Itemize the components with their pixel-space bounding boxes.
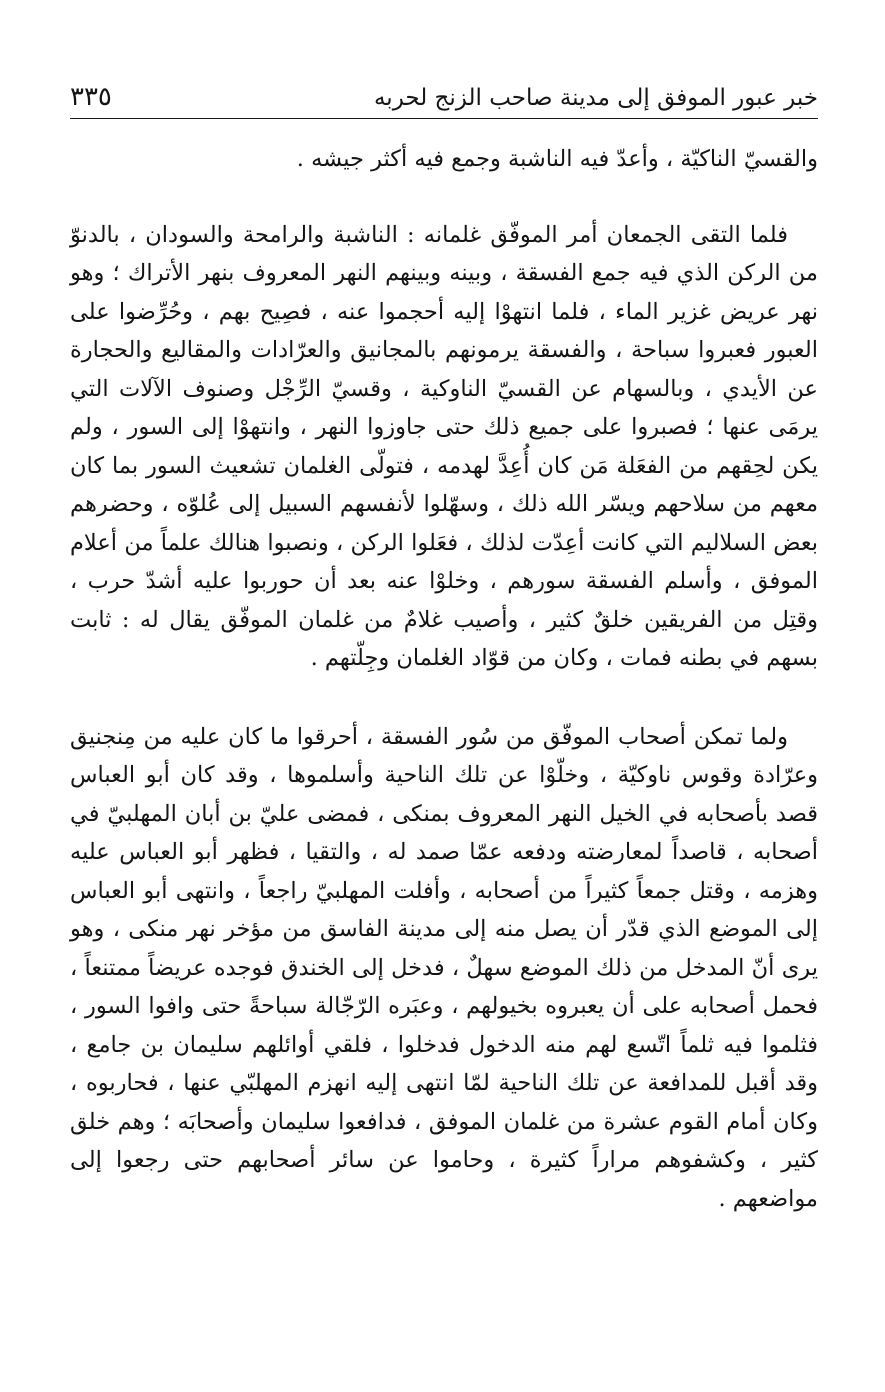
page-number: ٣٣٥ bbox=[70, 82, 112, 112]
paragraph-continuation: والقسيّ الناكيّة ، وأعدّ فيه الناشبة وجمع فيه أكثر جيشه . bbox=[296, 146, 818, 172]
book-page bbox=[70, 0, 818, 1392]
main-text bbox=[70, 140, 818, 1218]
chapter-title: خبر عبور الموفق إلى مدينة صاحب الزنج لحربه bbox=[373, 85, 818, 111]
paragraph-battle: فلما التقى الجمعان أمر الموفّق غلمانه : الناشبة والرامحة والسودان ، بالدنوّ من الركن الذي فيه جمع الفسقة ، وبينه وبينهم النهر المعروف بنهر الأتراك ؛ وهو نهر عريض غزير الماء ، فلما انتهوْا إليه أحجموا عنه ، فصِيح بهم ، وحُرِّضوا على العبور فعبروا سباحة ، والفسقة يرمونهم بالمجانيق والعرّادات والمقاليع والحجارة عن الأيدي ، وبالسهام عن القسيّ الناوكية ، وقسيّ الرِّجْل وصنوف الآلات التي يرمَى عنها ؛ فصبروا على جميع ذلك حتى جاوزوا النهر ، وانتهوْا إلى السور ، ولم يكن لحِقهم من الفعَلة مَن كان أُعِدَّ لهدمه ، فتولّى الغلمان تشعيث السور بما كان معهم من سلاحهم ويسّر الله ذلك ، وسهّلوا لأنفسهم السبيل إلى عُلوّه ، وحضرهم بعض السلاليم التي كانت أعِدّت لذلك ، فعَلوا الركن ، ونصبوا هنالك علماً من أعلام الموفق ، وأسلم الفسقة سورهم ، وخلوْا عنه بعد أن حوربوا عليه أشدّ حرب ، وقتِل من الفريقين خلقٌ كثير ، وأصيب غلامٌ من غلمان الموفّق يقال له : ثابت بسهم في بطنه فمات ، وكان من قوّاد الغلمان وجِلّتهم . bbox=[70, 221, 818, 671]
running-header bbox=[70, 68, 818, 110]
paragraph-wall: ولما تمكن أصحاب الموفّق من سُور الفسقة ، أحرقوا ما كان عليه من مِنجنيق وعرّادة وقوس ناوكيّة ، وخلّوْا عن تلك الناحية وأسلموها ، وقد كان أبو العباس قصد بأصحابه في الخيل النهر المعروف بمنكى ، فمضى عليّ بن أبان المهلبيّ في أصحابه ، قاصداً لمعارضته ودفعه عمّا صمد له ، والتقيا ، فظهر أبو العباس عليه وهزمه ، وقتل جمعاً كثيراً من أصحابه ، وأفلت المهلبيّ راجعاً ، وانتهى أبو العباس إلى الموضع الذي قدّر أن يصل منه إلى مدينة الفاسق من مؤخر نهر منكى ، وهو يرى أنّ المدخل من ذلك الموضع سهلٌ ، فدخل إلى الخندق فوجده عريضاً ممتنعاً ، فحمل أصحابه على أن يعبروه بخيولهم ، وعبَره الرّجّالة سباحةً حتى وافوا السور ، فثلموا فيه ثلماً اتّسع لهم منه الدخول فدخلوا ، فلقي أوائلهم سليمان بن جامع ، وقد أقبل للمدافعة عن تلك الناحية لمّا انتهى إليه انهزم المهلبّي عنها ، فحاربوه ، وكان أمام القوم عشرة من غلمان الموفق ، فدافعوا سليمان وأصحابَه ؛ وهم خلق كثير ، وكشفوهم مراراً كثيرة ، وحاموا عن سائر أصحابهم حتى رجعوا إلى مواضعهم . bbox=[70, 723, 818, 1212]
header-divider bbox=[70, 118, 818, 119]
